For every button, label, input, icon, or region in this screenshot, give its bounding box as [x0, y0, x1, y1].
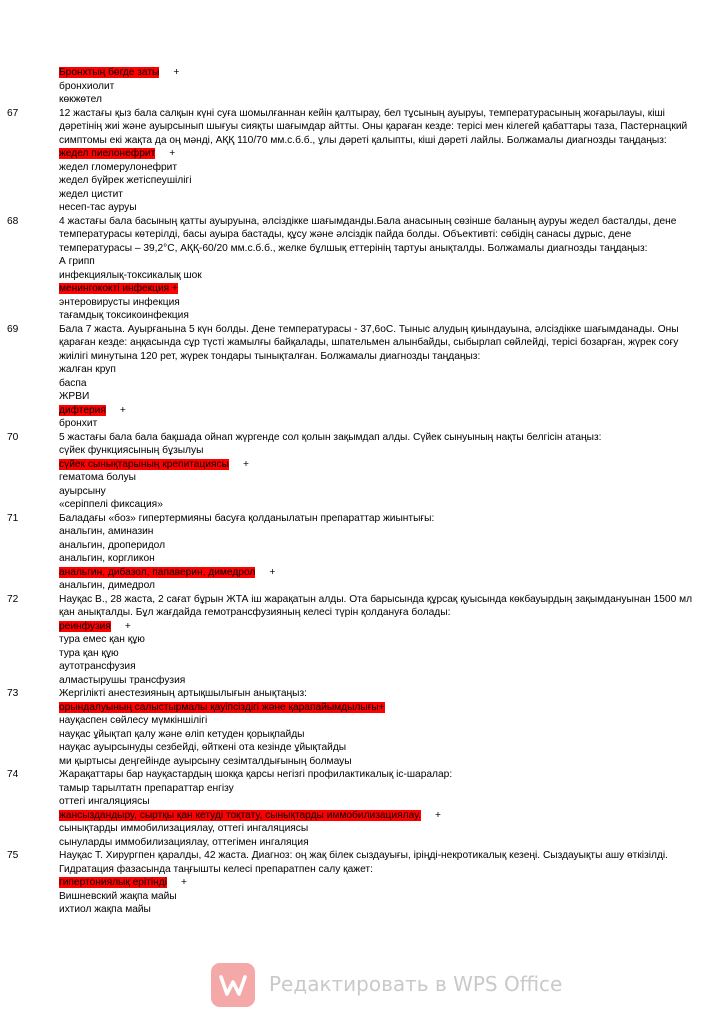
answer-text: сүйек функциясының бұзылуы — [59, 445, 204, 456]
question — [7, 215, 693, 256]
answer-text: ЖРВИ — [59, 391, 90, 402]
answer-text: энтеровирусты инфекция — [59, 296, 180, 308]
highlighted-answer-text: анальгин, дибазол, папаверин, димедрол — [59, 566, 256, 578]
correct-answer — [33, 66, 693, 80]
answer-text: анальгин, дроперидол — [59, 539, 166, 551]
question-number: 73 — [7, 688, 19, 699]
answer-text: гематома болуы — [59, 472, 136, 483]
question-number: 69 — [7, 323, 19, 335]
answer-text: науқаспен сөйлесу мүмкіншілігі — [59, 715, 208, 726]
question — [7, 107, 693, 148]
answer-text: ихтиол жақпа майы — [59, 904, 151, 915]
answer-option — [33, 674, 693, 688]
question — [7, 768, 693, 782]
answer-text: баспа — [59, 377, 87, 389]
answer-text: алмастырушы трансфузия — [59, 674, 186, 686]
answer-text: жалған круп — [59, 364, 116, 375]
answer-option — [33, 795, 693, 809]
correct-answer — [33, 147, 693, 161]
correct-answer — [33, 404, 693, 418]
question-number: 74 — [7, 769, 19, 780]
answer-text: ми қыртысы деңгейінде ауырсыну сезімталдығының болмауы — [59, 755, 352, 767]
answer-option — [33, 363, 693, 377]
question-text: Бала 7 жаста. Ауырғанына 5 күн болды. Дене температурасы - 37,6оС. Тыныс алудың қиындауына, әлсіздікке шағымданады. Оны қараған кезде: аңқасында сұр түсті жамылғы байқалады, шпательмен алынбайды, сыбырлап сөйлейді, терісі бозарған, жүрек соғу жиілігі минутына 120 рет, жүрек тондары тынықталған. Болжамалы диагнозды таңдаңыз: — [59, 323, 679, 362]
answer-text: оттегі ингаляциясы — [59, 796, 150, 807]
answer-option — [33, 741, 693, 755]
question-number: 70 — [7, 431, 19, 443]
answer-option — [33, 552, 693, 566]
answer-text: анальгин, коргликон — [59, 553, 155, 564]
question — [7, 431, 693, 445]
answer-option — [33, 471, 693, 485]
answer-option — [33, 309, 693, 323]
question-text: Баладағы «боз» гипертермияны басуға қолданылатын препараттар жиынтығы: — [59, 512, 435, 524]
question-text: Науқас Т. Хирургпен қаралды, 42 жаста. Диагноз: оң жақ білек сыздауығы, іріңді-некротикалық кезеңі. Сыздауықты ашу өткізілді. Гидратация фазасында таңғышты келесі препаратпен салу қажет: — [59, 850, 668, 875]
correct-mark: + — [435, 809, 441, 821]
question — [7, 687, 693, 701]
answer-text: науқас ауырсынуды сезбейді, өйткені ота кезінде ұйықтайды — [59, 742, 347, 753]
answer-option — [33, 485, 693, 499]
answer-text: тамыр тарылтатн препараттар енгізу — [59, 782, 234, 794]
question-number: 71 — [7, 512, 19, 524]
answer-text: бронхиолит — [59, 80, 115, 92]
answer-text: бронхит — [59, 418, 98, 429]
answer-text: аутотрансфузия — [59, 661, 136, 672]
answer-option — [33, 903, 693, 917]
wps-office-logo-icon[interactable] — [211, 963, 255, 1007]
answer-text: жедел гломерулонефрит — [59, 161, 178, 173]
answer-option — [33, 755, 693, 769]
answer-text: анальгин, аминазин — [59, 526, 154, 537]
answer-text: көкжөтел — [59, 94, 102, 105]
correct-mark: + — [169, 148, 176, 159]
answer-option — [33, 782, 693, 796]
answer-option — [33, 296, 693, 310]
answer-option — [33, 255, 693, 269]
highlighted-answer-text: орындалуының салыстырмалы қауіпсіздігі және қарапайымдылығы+ — [59, 701, 385, 713]
answer-text: несеп-тас ауруы — [59, 202, 137, 213]
correct-answer — [33, 701, 693, 715]
highlighted-answer-text: менингококті инфекция + — [59, 283, 178, 294]
answer-option — [33, 728, 693, 742]
correct-answer — [33, 876, 693, 890]
correct-mark: + — [181, 877, 187, 888]
correct-mark: + — [119, 404, 126, 416]
correct-answer — [33, 282, 693, 296]
question-number: 68 — [7, 215, 19, 227]
question — [7, 593, 693, 620]
highlighted-answer-text: гипертониялық ерітінді — [59, 877, 167, 888]
correct-mark: + — [173, 67, 180, 78]
answer-option — [33, 539, 693, 553]
correct-mark: + — [269, 566, 276, 578]
correct-answer — [33, 809, 693, 823]
correct-mark: + — [242, 458, 249, 470]
question-text: 5 жастағы бала бала бақшада ойнап жүргенде сол қолын зақымдап алды. Сүйек сынуының нақты белгісін атаңыз: — [59, 431, 602, 443]
wps-edit-banner[interactable] — [211, 960, 563, 1010]
answer-option — [33, 714, 693, 728]
correct-mark: + — [124, 620, 131, 632]
question-text: 12 жастағы қыз бала салқын күні суға шомылғаннан кейін қалтырау, бел тұсының ауыруы, температурасының жоғарылауы, кіші дәретінің жиі және ауырсынып шығуы сияқты шағымдар айтты. Оны қараған кезде: терісі мен кілегей қабаттары таза, Пастернацкий симптомы екі жақта да оң мәнді, АҚҚ 110/70 мм.с.б.б., ұлы дәреті қалыпты, кіші дәреті лайлы. Болжамалы диагнозды таңдаңыз: — [59, 107, 688, 146]
answer-option — [33, 890, 693, 904]
answer-option — [33, 822, 693, 836]
answer-option — [33, 161, 693, 175]
answer-text: «серіппелі фиксация» — [59, 499, 163, 510]
answer-text: сынықтарды иммобилизациялау, оттегі ингаляциясы — [59, 823, 309, 834]
answer-option — [33, 633, 693, 647]
highlighted-answer-text: жансыздандыру, сыртқы қан кетуді тоқтату, сынықтарды иммобилизациялау. — [59, 809, 421, 821]
answer-option — [33, 201, 693, 215]
answer-option — [33, 579, 693, 593]
answer-option — [33, 647, 693, 661]
answer-text: анальгин, димедрол — [59, 580, 155, 591]
answer-option — [33, 80, 693, 94]
answer-text: Вишневский жақпа майы — [59, 890, 177, 902]
question-text: Жарақаттары бар науқастардың шокқа қарсы негізгі профилактикалық іс-шаралар: — [59, 769, 453, 780]
answer-option — [33, 174, 693, 188]
answer-option — [33, 269, 693, 283]
answer-text: тура емес қан құю — [59, 634, 145, 645]
answer-text: ауырсыну — [59, 485, 106, 497]
document-body — [7, 66, 693, 917]
answer-text: тағамдық токсикоинфекция — [59, 310, 189, 321]
answer-option — [33, 417, 693, 431]
question-text: Жергілікті анестезияның артықшылығын анықтаңыз: — [59, 688, 308, 699]
answer-option — [33, 93, 693, 107]
highlighted-answer-text: реинфузия — [59, 620, 111, 632]
answer-option — [33, 444, 693, 458]
answer-text: жедел бүйрек жетіспеушілігі — [59, 175, 192, 186]
correct-answer — [33, 620, 693, 634]
highlighted-answer-text: сүйек сынықтарының крепитациясы — [59, 458, 229, 470]
answer-option — [33, 188, 693, 202]
highlighted-answer-text: Бронхтың бөгде заты — [59, 67, 160, 78]
answer-option — [33, 525, 693, 539]
question-number: 67 — [7, 107, 19, 119]
question — [7, 849, 693, 876]
highlighted-answer-text: дифтерия — [59, 404, 106, 416]
highlighted-answer-text: жедел пиелонефрит — [59, 148, 156, 159]
correct-answer — [33, 458, 693, 472]
answer-text: жедел цистит — [59, 188, 123, 200]
answer-option — [33, 836, 693, 850]
question-text: Науқас В., 28 жаста, 2 сағат бұрын ЖТА іш жарақатын алды. Ота барысында құрсақ қуысында көкбауырдың зақымдануынан 1500 мл қан анықталды. Бұл жағдайда гемотрансфузияның келесі түрін қолдануға болады: — [59, 593, 693, 618]
question-number: 72 — [7, 593, 19, 605]
answer-text: инфекциялық-токсикалық шок — [59, 269, 202, 281]
answer-text: тура қан құю — [59, 647, 119, 659]
question-number: 75 — [7, 850, 19, 861]
question-text: 4 жастағы бала басының қатты ауыруына, әлсіздікке шағымданды.Бала анасының сөзінше баланың ауруы жедел басталды, дене температурасы көтерілді, басы ауыра бастады, құсу және әлсіздік пайда болды. Объективті: сөбідің санасы дұрыс, дене температурасы – 39,2°С, АҚҚ-60/20 мм.с.б.б., желке бұлшық еттерінің тартуы анықталды. Болжамалы диагнозды таңдаңыз: — [59, 215, 677, 254]
correct-answer — [33, 566, 693, 580]
answer-option — [33, 390, 693, 404]
answer-text: сынуларды иммобилизациялау, оттегімен ингаляция — [59, 836, 309, 848]
answer-option — [33, 660, 693, 674]
answer-option — [33, 377, 693, 391]
question — [7, 512, 693, 526]
answer-option — [33, 498, 693, 512]
answer-text: науқас ұйықтап қалу және өліп кетуден қорықпайды — [59, 728, 305, 740]
answer-text: А грипп — [59, 256, 95, 267]
wps-edit-label[interactable]: Редактировать в WPS Office — [269, 972, 563, 997]
question — [7, 323, 693, 364]
